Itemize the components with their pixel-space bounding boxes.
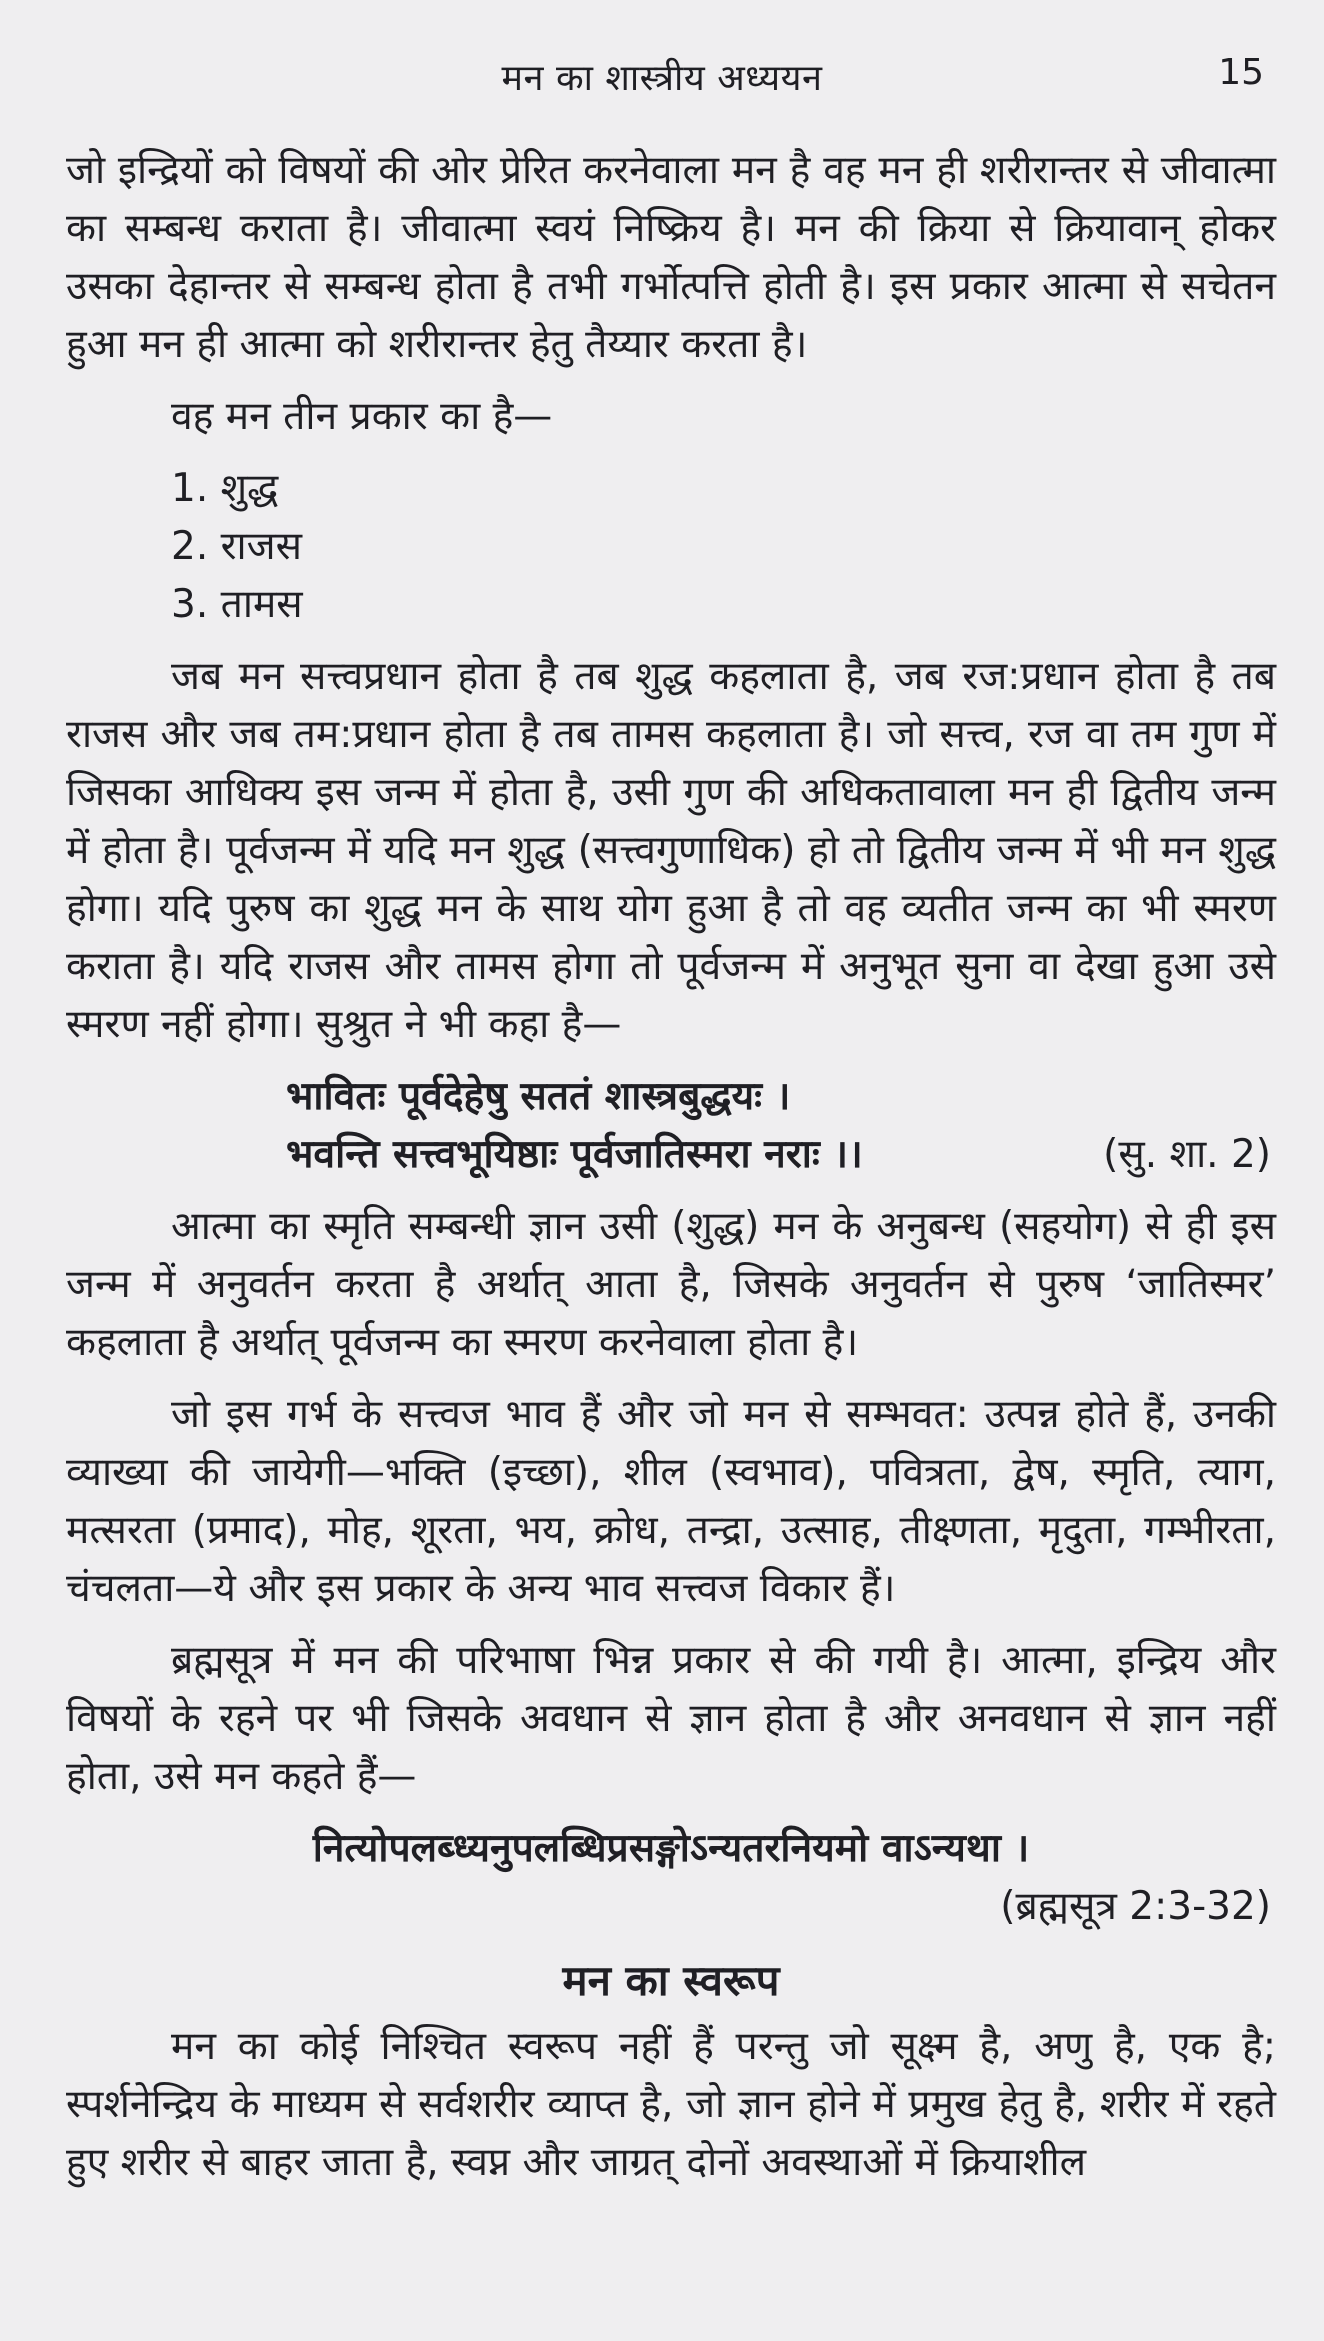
paragraph-7: मन का कोई निश्चित स्वरूप नहीं हैं परन्तु जो सूक्ष्म है, अणु है, एक है; स्पर्शनेन्द्रिय के माध्यम से सर्वशरीर व्याप्त है, जो ज्ञान होने में प्रमुख हेतु है, शरीर में रहते हुए शरीर से बाहर जाता है, स्वप्न और जाग्रत् दोनों अवस्थाओं में क्रियाशील	[66, 2024, 1276, 2185]
verse-line-2-row	[66, 1126, 1276, 1184]
paragraph-3: जब मन सत्त्वप्रधान होता है तब शुद्ध कहलाता है, जब रज:प्रधान होता है तब राजस और जब तम:प्रधान होता है तब तामस कहलाता है। जो सत्त्व, रज वा तम गुण में जिसका आधिक्य इस जन्म में होता है, उसी गुण की अधिकतावाला मन ही द्वितीय जन्म में होता है। पूर्वजन्म में यदि मन शुद्ध (सत्त्वगुणाधिक) हो तो द्वितीय जन्म में भी मन शुद्ध होगा। यदि पुरुष का शुद्ध मन के साथ योग हुआ है तो वह व्यतीत जन्म का भी स्मरण कराता है। यदि राजस और तामस होगा तो पूर्वजन्म में अनुभूत सुना वा देखा हुआ उसे स्मरण नहीं होगा। सुश्रुत ने भी कहा है—	[66, 654, 1276, 1047]
page-body	[66, 142, 1276, 2192]
verse-line-2: भवन्ति सत्त्वभूयिष्ठाः पूर्वजातिस्मरा नराः ।।	[286, 1132, 863, 1177]
paragraph-1: जो इन्द्रियों को विषयों की ओर प्रेरित करनेवाला मन है वह मन ही शरीरान्तर से जीवात्मा का सम्बन्ध कराता है। जीवात्मा स्वयं निष्क्रिय है। मन की क्रिया से क्रियावान् होकर उसका देहान्तर से सम्बन्ध होता है तभी गर्भोत्पत्ति होती है। इस प्रकार आत्मा से सचेतन हुआ मन ही आत्मा को शरीरान्तर हेतु तैय्यार करता है।	[66, 148, 1276, 367]
paragraph-2: वह मन तीन प्रकार का है—	[171, 394, 553, 439]
sushruta-verse	[66, 1068, 1276, 1184]
list-item: 3. तामस	[171, 582, 303, 627]
mind-types-list	[66, 460, 1276, 634]
brahmasutra-verse: नित्योपलब्ध्यनुपलब्धिप्रसङ्गोऽन्यतरनियमो वाऽन्यथा ।	[312, 1826, 1030, 1871]
paragraph-5: जो इस गर्भ के सत्त्वज भाव हैं और जो मन से सम्भवत: उत्पन्न होते हैं, उनकी व्याख्या की जायेगी—भक्ति (इच्छा), शील (स्वभाव), पवित्रता, द्वेष, स्मृति, त्याग, मत्सरता (प्रमाद), मोह, शूरता, भय, क्रोध, तन्द्रा, उत्साह, तीक्ष्णता, मृदुता, गम्भीरता, चंचलता—ये और इस प्रकार के अन्य भाव सत्त्वज विकार हैं।	[66, 1392, 1276, 1611]
verse-reference: (सु. शा. 2)	[1103, 1132, 1271, 1177]
running-header-title: मन का शास्त्रीय अध्ययन	[501, 58, 823, 99]
section-heading: मन का स्वरूप	[562, 1956, 780, 2005]
paragraph-6: ब्रह्मसूत्र में मन की परिभाषा भिन्न प्रकार से की गयी है। आत्मा, इन्द्रिय और विषयों के रहने पर भी जिसके अवधान से ज्ञान होता है और अनवधान से ज्ञान नहीं होता, उसे मन कहते हैं—	[66, 1638, 1276, 1799]
page-number: 15	[1218, 52, 1264, 93]
paragraph-4: आत्मा का स्मृति सम्बन्धी ज्ञान उसी (शुद्ध) मन के अनुबन्ध (सहयोग) से ही इस जन्म में अनुवर्तन करता है अर्थात् आता है, जिसके अनुवर्तन से पुरुष ‘जातिस्मर’ कहलाता है अर्थात् पूर्वजन्म का स्मरण करनेवाला होता है।	[66, 1204, 1276, 1365]
brahmasutra-reference: (ब्रह्मसूत्र 2:3-32)	[1000, 1884, 1271, 1929]
list-item: 1. शुद्ध	[171, 466, 279, 511]
verse-line-1: भावितः पूर्वदेहेषु सततं शास्त्रबुद्धयः ।	[286, 1074, 791, 1119]
list-item: 2. राजस	[171, 524, 302, 569]
